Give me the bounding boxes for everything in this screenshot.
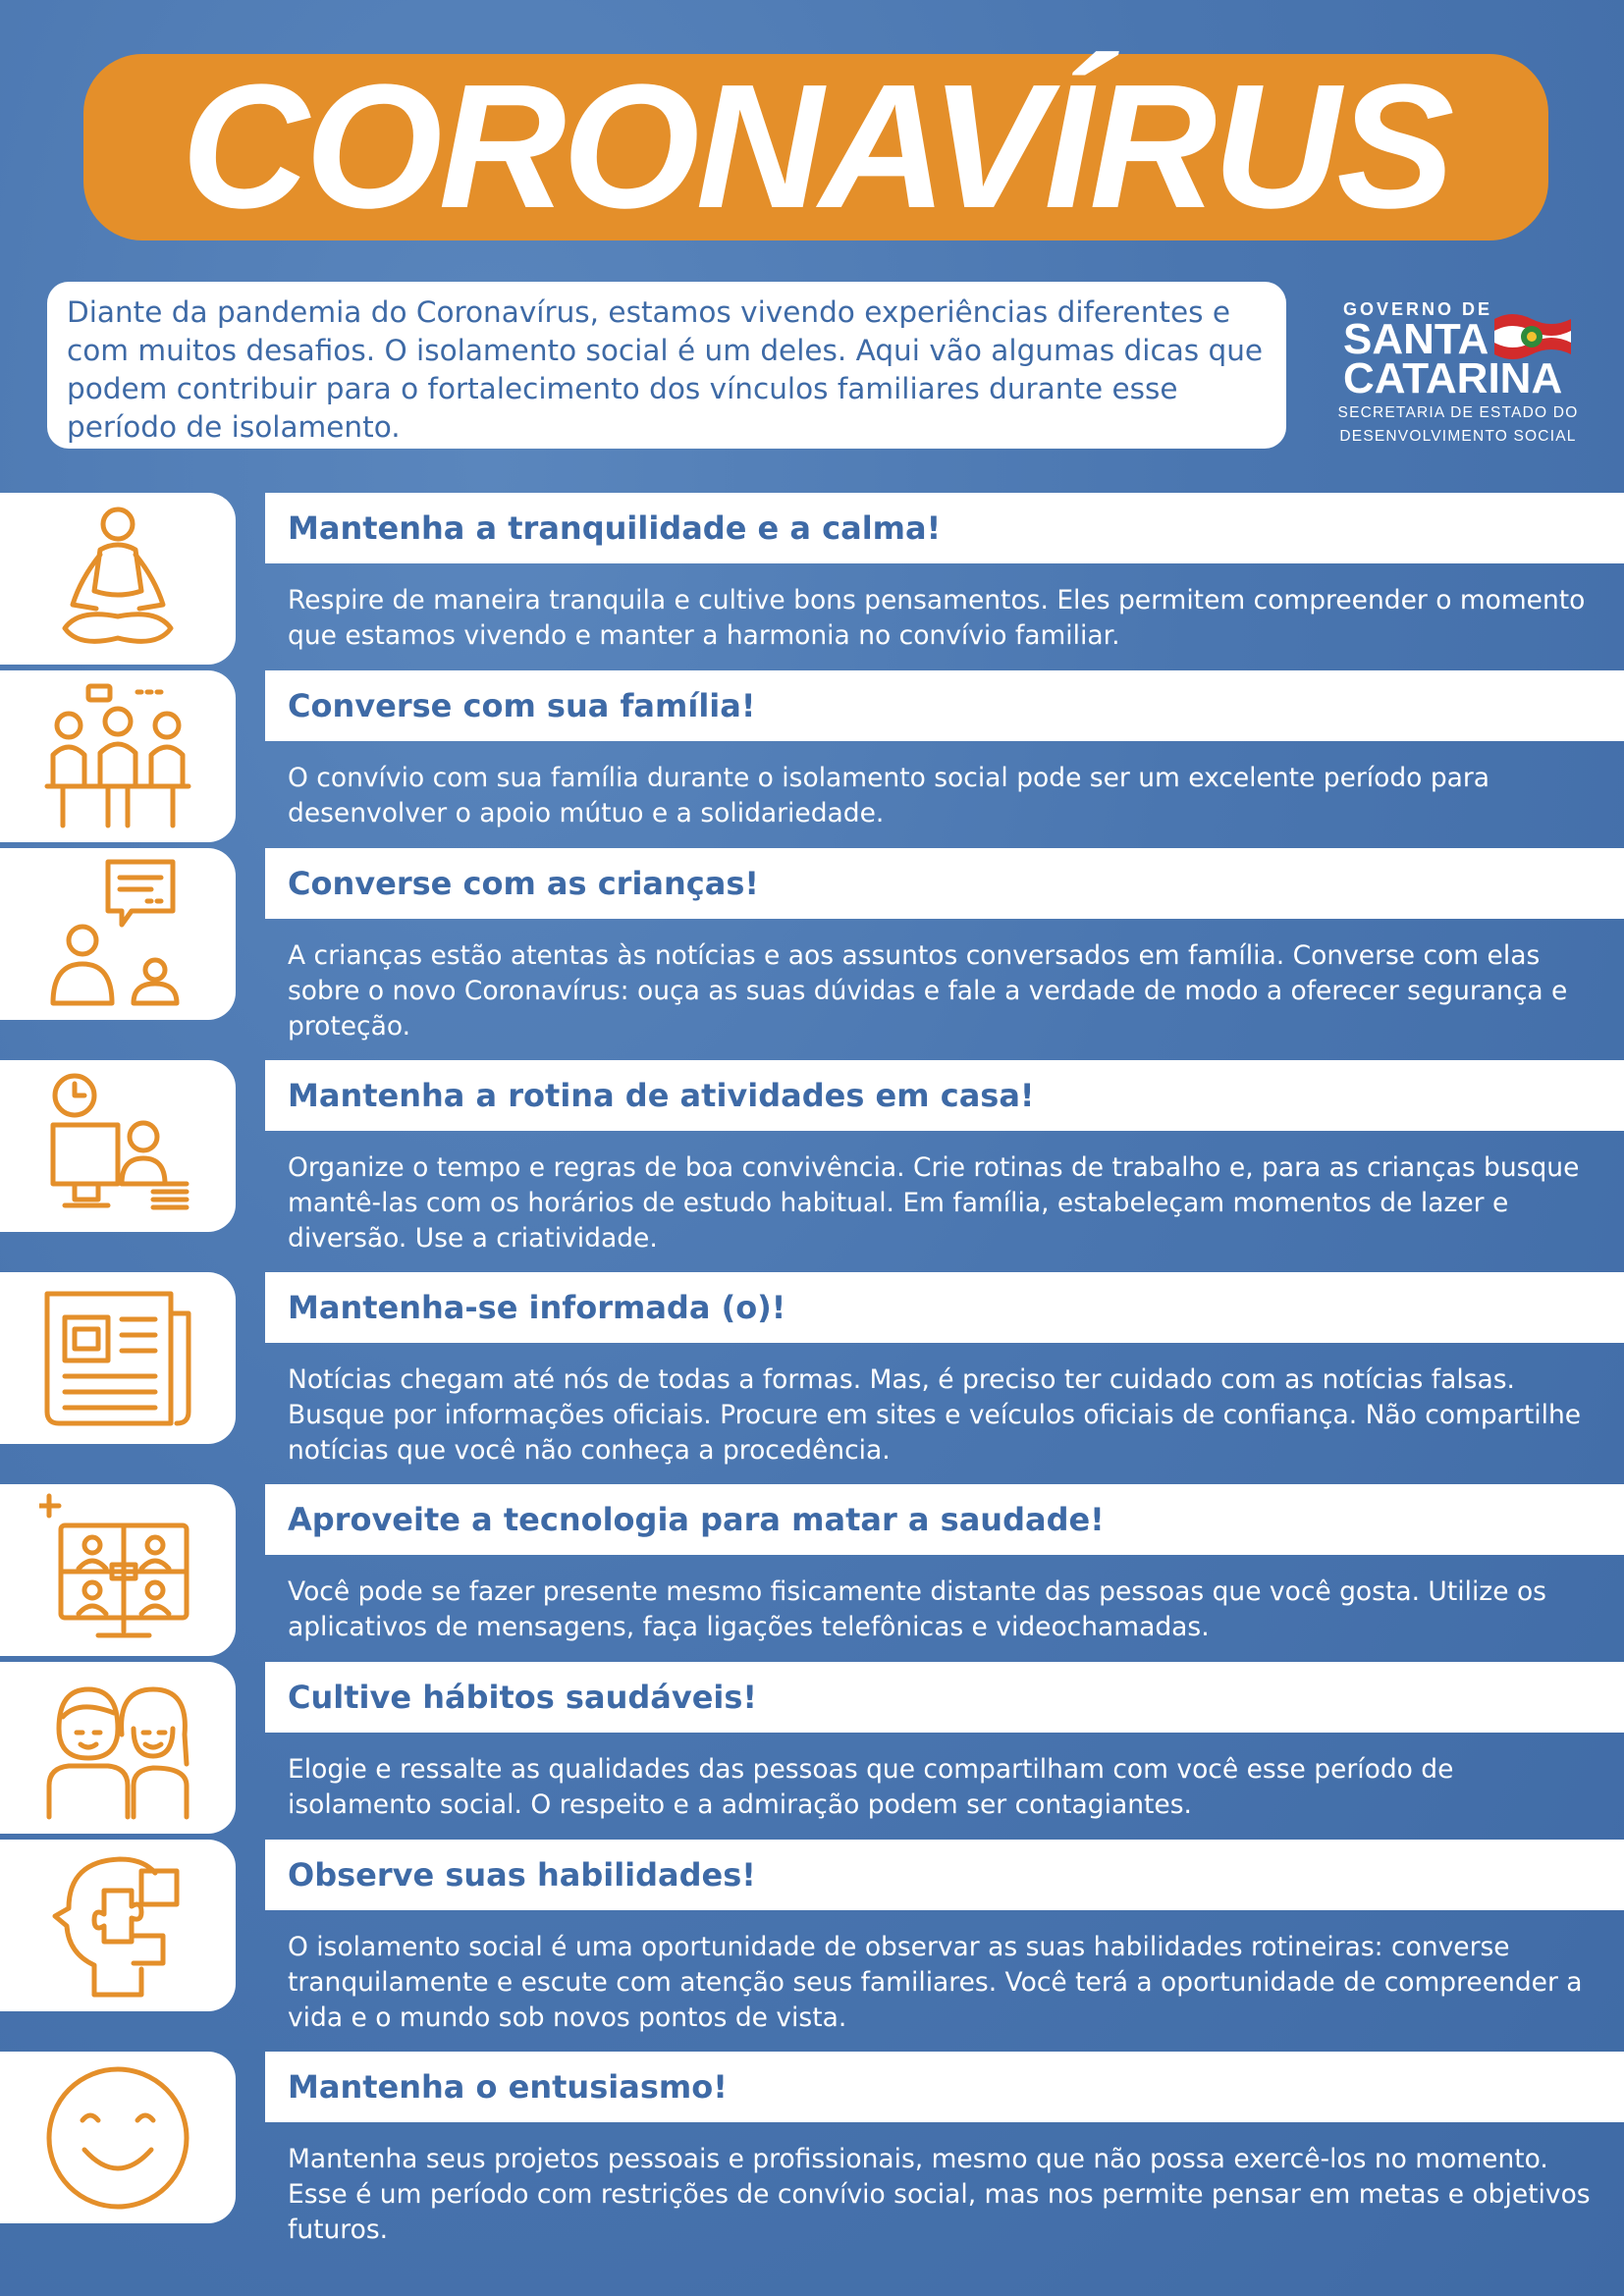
intro-text: Diante da pandemia do Coronavírus, estamos vivendo experiências diferentes e com muitos desafios. O isolamento social é um deles. Aqui vão algumas dicas que podem contribuir para o fortalecimento dos vínculos familiares durante esse período de isolamento.	[67, 295, 1264, 444]
tip-body: Você pode se fazer presente mesmo fisicamente distante das pessoas que você gosta. Utilize os aplicativos de mensagens, faça ligações telefônicas e videochamadas.	[288, 1576, 1546, 1642]
intro-box	[47, 282, 1286, 449]
child-conversation-icon	[39, 856, 196, 1013]
tip-heading-bar	[265, 2052, 1624, 2122]
tip-heading: Mantenha a rotina de atividades em casa!	[288, 1077, 1035, 1114]
tip-icon-card	[0, 2052, 236, 2223]
state-flag-icon	[1490, 309, 1575, 364]
tip-icon-card	[0, 848, 236, 1020]
home-routine-icon	[39, 1068, 196, 1225]
tip-body: Respire de maneira tranquila e cultive bons pensamentos. Eles permitem compreender o momento que estamos vivendo e manter a harmonia no convívio familiar.	[288, 585, 1586, 651]
smiley-icon	[39, 2059, 196, 2216]
tip-heading: Mantenha o entusiasmo!	[288, 2068, 728, 2106]
tip-healthy-habits	[0, 1662, 1624, 1839]
tip-icon-card	[0, 1840, 236, 2011]
logo-line-catarina: CATARINA	[1343, 354, 1563, 402]
tip-heading: Mantenha-se informada (o)!	[288, 1289, 786, 1326]
newspaper-icon	[39, 1280, 196, 1437]
tip-body: Notícias chegam até nós de todas a formas. Mas, é preciso ter cuidado com as notícias falsas. Busque por informações oficiais. Procure em sites e veículos oficiais de confiança. Não compartilhe notícias que você não conheça a procedência.	[288, 1364, 1582, 1466]
tip-heading-bar	[265, 1662, 1624, 1733]
tip-heading-bar	[265, 493, 1624, 563]
tip-icon-card	[0, 670, 236, 842]
government-logo	[1316, 299, 1600, 447]
tip-heading-bar	[265, 1840, 1624, 1910]
tip-heading-bar	[265, 670, 1624, 741]
video-call-icon	[39, 1492, 196, 1649]
tip-body: A crianças estão atentas às notícias e aos assuntos conversados em família. Converse com elas sobre o novo Coronavírus: ouça as suas dúvidas e fale a verdade de modo a oferecer segurança e proteção.	[288, 940, 1568, 1041]
title-banner	[83, 48, 1548, 245]
tip-icon-card	[0, 1484, 236, 1656]
puzzle-head-icon	[39, 1847, 196, 2004]
tip-abilities	[0, 1840, 1624, 2051]
tip-family	[0, 670, 1624, 847]
tip-body: O isolamento social é uma oportunidade de observar as suas habilidades rotineiras: converse tranquilamente e escute com atenção seus familiares. Você terá a oportunidade de compreender a vida e o mundo sob novos pontos de vista.	[288, 1932, 1583, 2033]
family-talk-icon	[39, 678, 196, 835]
tip-informed	[0, 1272, 1624, 1483]
page-title: CORONAVÍRUS	[181, 48, 1451, 245]
tip-heading: Cultive hábitos saudáveis!	[288, 1679, 758, 1716]
tip-heading: Observe suas habilidades!	[288, 1856, 756, 1894]
tip-icon-card	[0, 493, 236, 665]
couple-icon	[39, 1670, 196, 1827]
meditation-icon	[39, 501, 196, 658]
tip-icon-card	[0, 1060, 236, 1232]
tip-body: Mantenha seus projetos pessoais e profissionais, mesmo que não possa exercê-los no momento. Esse é um período com restrições de convívio social, mas nos permite pensar em metas e objetivos futuros.	[288, 2144, 1591, 2245]
logo-line-secretaria: SECRETARIA DE ESTADO DO	[1337, 404, 1579, 421]
tip-heading: Converse com sua família!	[288, 687, 756, 724]
tip-tranquility	[0, 493, 1624, 669]
tip-heading-bar	[265, 848, 1624, 919]
tip-heading: Converse com as crianças!	[288, 865, 759, 902]
tip-heading-bar	[265, 1060, 1624, 1131]
tip-children	[0, 848, 1624, 1059]
tip-heading: Mantenha a tranquilidade e a calma!	[288, 509, 942, 547]
logo-line-santa: SANTA	[1343, 315, 1489, 363]
tip-heading-bar	[265, 1484, 1624, 1555]
tip-heading: Aproveite a tecnologia para matar a saudade!	[288, 1501, 1105, 1538]
tip-body: Organize o tempo e regras de boa convivência. Crie rotinas de trabalho e, para as crianças busque mantê-las com os horários de estudo habitual. Em família, estabeleçam momentos de lazer e diversão. Use a criatividade.	[288, 1152, 1580, 1254]
tip-icon-card	[0, 1272, 236, 1444]
tip-heading-bar	[265, 1272, 1624, 1343]
tip-icon-card	[0, 1662, 236, 1834]
logo-line-governo: GOVERNO DE	[1343, 299, 1493, 319]
tip-routine	[0, 1060, 1624, 1271]
tip-body: O convívio com sua família durante o isolamento social pode ser um excelente período para desenvolver o apoio mútuo e a solidariedade.	[288, 763, 1490, 828]
logo-line-desenvolvimento: DESENVOLVIMENTO SOCIAL	[1339, 428, 1577, 445]
tip-body: Elogie e ressalte as qualidades das pessoas que compartilham com você esse período de isolamento social. O respeito e a admiração podem ser contagiantes.	[288, 1754, 1454, 1820]
tip-enthusiasm	[0, 2052, 1624, 2263]
tip-technology	[0, 1484, 1624, 1661]
